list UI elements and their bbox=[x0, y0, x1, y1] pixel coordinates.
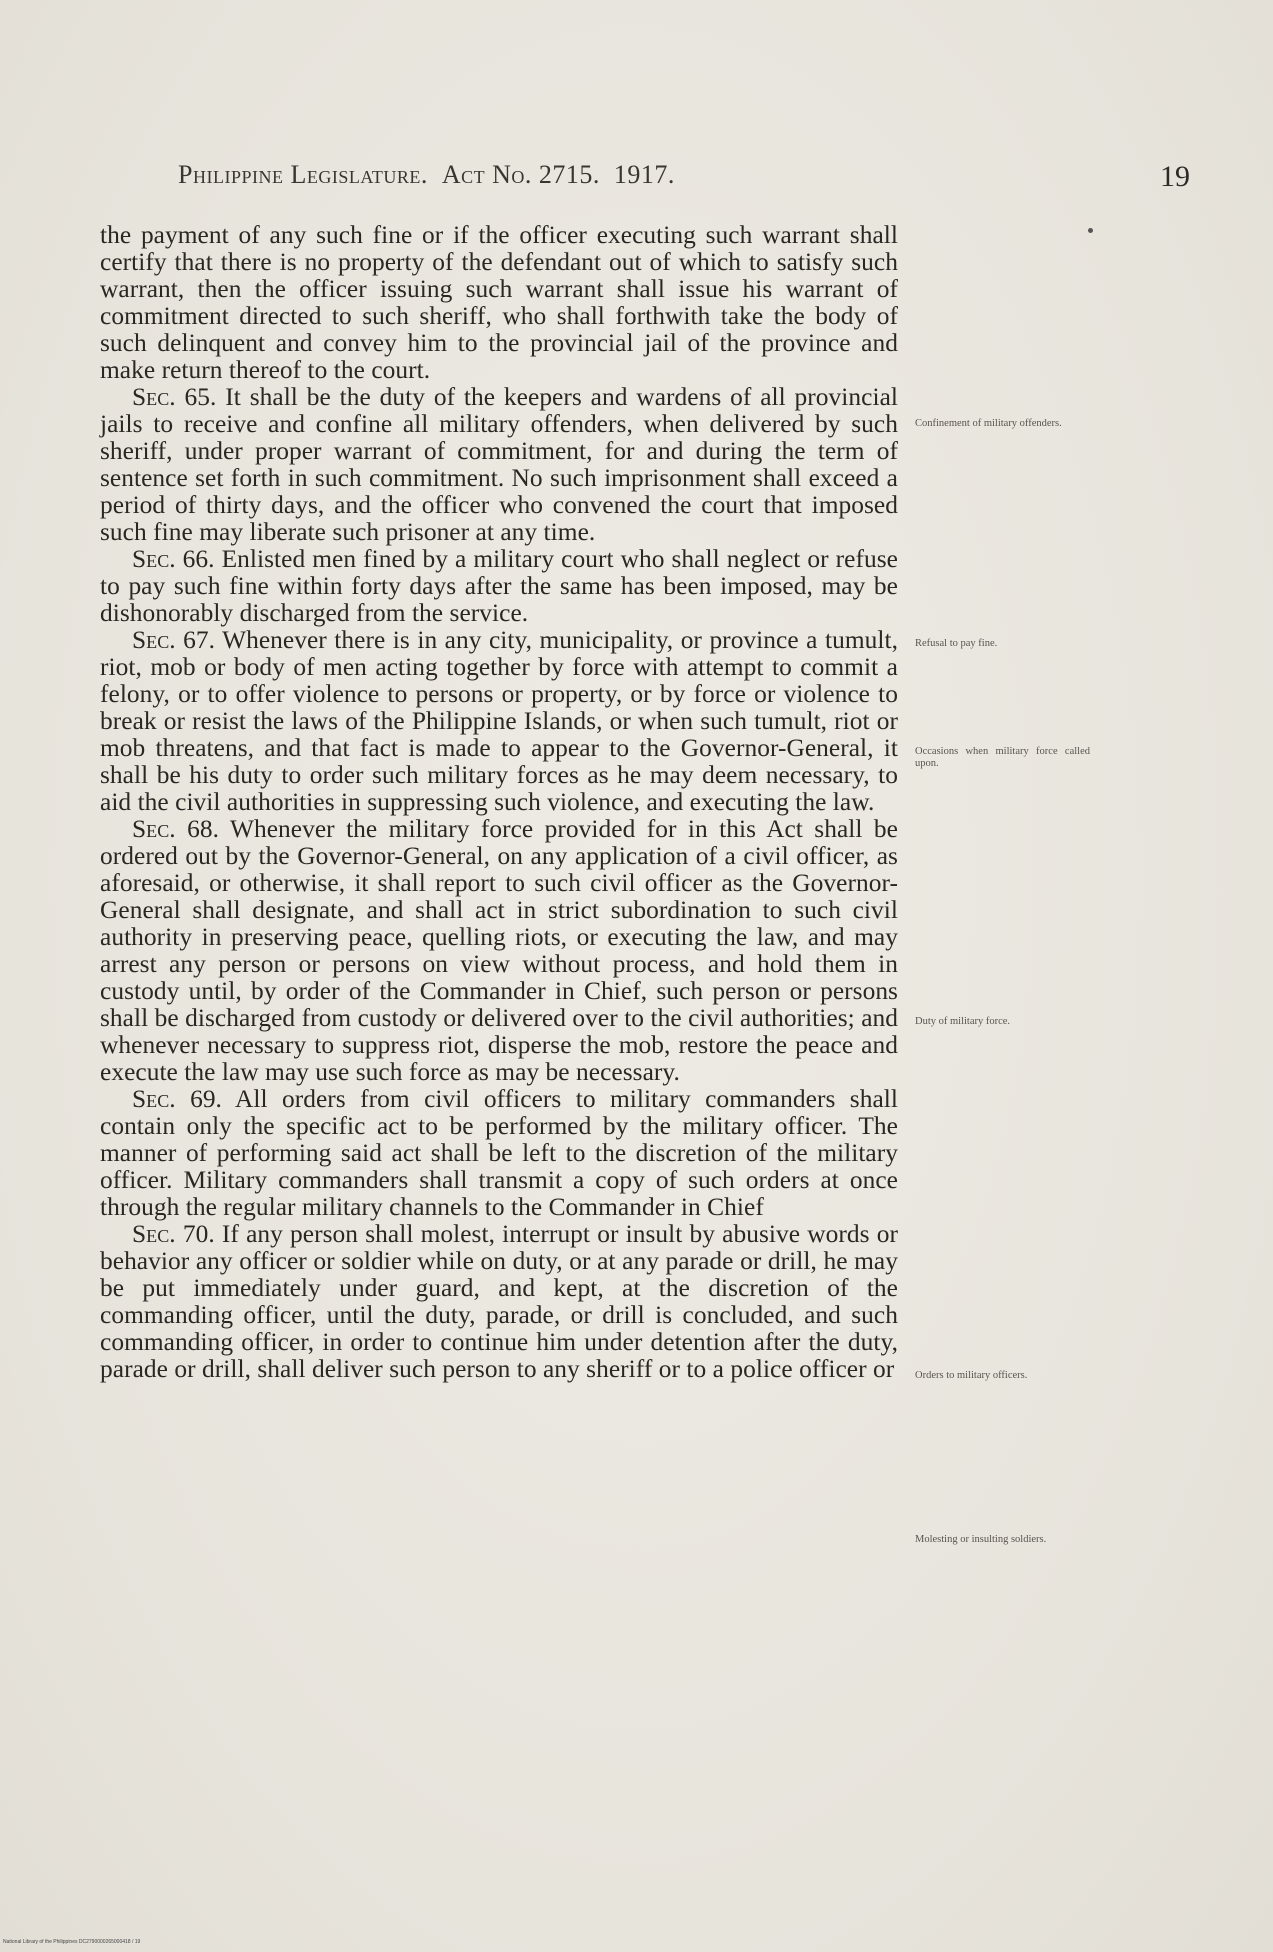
margin-note-occasions: Occasions when military force called upon. bbox=[915, 746, 1090, 769]
paragraph-text: Whenever the military force provided for in this Act shall be ordered out by the Governor-General, on any application of a civil officer, as aforesaid, or otherwise, it shall report to such civil officer as the Governor-General shall designate, and shall act in strict subordination to such civil authority in preserving peace, quelling riots, or executing the law, and may arrest any person or persons on view without process, and hold them in custody until, by order of the Commander in Chief, such person or persons shall be discharged from custody or delivered over to the civil authorities; and whenever necessary to suppress riot, disperse the mob, restore the peace and execute the law may use such force as may be necessary. bbox=[100, 815, 898, 1086]
print-speck bbox=[1088, 228, 1093, 233]
page-number: 19 bbox=[1160, 160, 1190, 193]
margin-note-molesting: Molesting or insulting soldiers. bbox=[915, 1534, 1047, 1545]
paragraph-text: It shall be the duty of the keepers and wardens of all provincial jails to receive and confine all military offenders, when delivered by such sheriff, under proper warrant of commitment, for and during the term of sentence set forth in such commitment. No such imprisonment shall exceed a period of thirty days, and the officer who convened the court that imposed such fine may liberate such prisoner at any time. bbox=[100, 383, 898, 546]
section-68 bbox=[100, 816, 898, 1086]
header-year: 1917. bbox=[613, 160, 675, 189]
scan-footer: National Library of the Philippines DC2790000265000418 / 19 bbox=[3, 1939, 141, 1945]
margin-note-refusal: Refusal to pay fine. bbox=[915, 638, 998, 649]
section-70 bbox=[100, 1221, 898, 1383]
section-65 bbox=[100, 384, 898, 546]
section-number: Sec. 68. bbox=[132, 815, 219, 843]
section-number: Sec. 69. bbox=[132, 1085, 222, 1113]
margin-note-orders: Orders to military officers. bbox=[915, 1370, 1028, 1381]
section-69 bbox=[100, 1086, 898, 1221]
section-number: Sec. 70. bbox=[132, 1220, 215, 1248]
section-67 bbox=[100, 627, 898, 816]
paragraph-text: Enlisted men fined by a military court who shall neglect or refuse to pay such fine within forty days after the same has been imposed, may be dishonorably discharged from the service. bbox=[100, 545, 898, 627]
header-legislature: Philippine Legislature. bbox=[178, 160, 428, 189]
margin-note-duty: Duty of military force. bbox=[915, 1016, 1011, 1027]
paragraph-text: All orders from civil officers to military commanders shall contain only the specific act to be performed by the military officer. The manner of performing said act shall be left to the discretion of the military officer. Military commanders shall transmit a copy of such orders at once through the regular military channels to the Commander in Chief bbox=[100, 1085, 898, 1221]
paragraph-continuation bbox=[100, 222, 898, 384]
running-header bbox=[178, 160, 838, 190]
paragraph-text: If any person shall molest, interrupt or insult by abusive words or behavior any officer or soldier while on duty, or at any parade or drill, he may be put immediately under guard, and kept, at the discretion of the commanding officer, until the duty, parade, or drill is concluded, and such commanding officer, in order to continue him under detention after the duty, parade or drill, shall deliver such person to any sheriff or to a police officer or bbox=[100, 1220, 898, 1383]
header-act: Act No. 2715. bbox=[441, 160, 600, 189]
body-text bbox=[100, 222, 898, 1383]
section-number: Sec. 65. bbox=[132, 383, 217, 411]
paragraph-text: Whenever there is in any city, municipality, or province a tumult, riot, mob or body of men acting together by force with attempt to commit a felony, or to offer violence to persons or property, or by force or violence to break or resist the laws of the Philippine Islands, or when such tumult, riot or mob threatens, and that fact is made to appear to the Governor-General, it shall be his duty to order such military forces as he may deem necessary, to aid the civil authorities in suppressing such violence, and executing the law. bbox=[100, 626, 898, 816]
margin-note-confinement: Confinement of military offenders. bbox=[915, 418, 1062, 429]
section-66 bbox=[100, 546, 898, 627]
paragraph-text: the payment of any such fine or if the officer executing such warrant shall certify that there is no property of the defendant out of which to satisfy such warrant, then the officer issuing such warrant shall issue his warrant of commitment directed to such sheriff, who shall forthwith take the body of such delinquent and convey him to the provincial jail of the province and make return thereof to the court. bbox=[100, 221, 898, 384]
section-number: Sec. 67. bbox=[132, 626, 216, 654]
section-number: Sec. 66. bbox=[132, 545, 215, 573]
